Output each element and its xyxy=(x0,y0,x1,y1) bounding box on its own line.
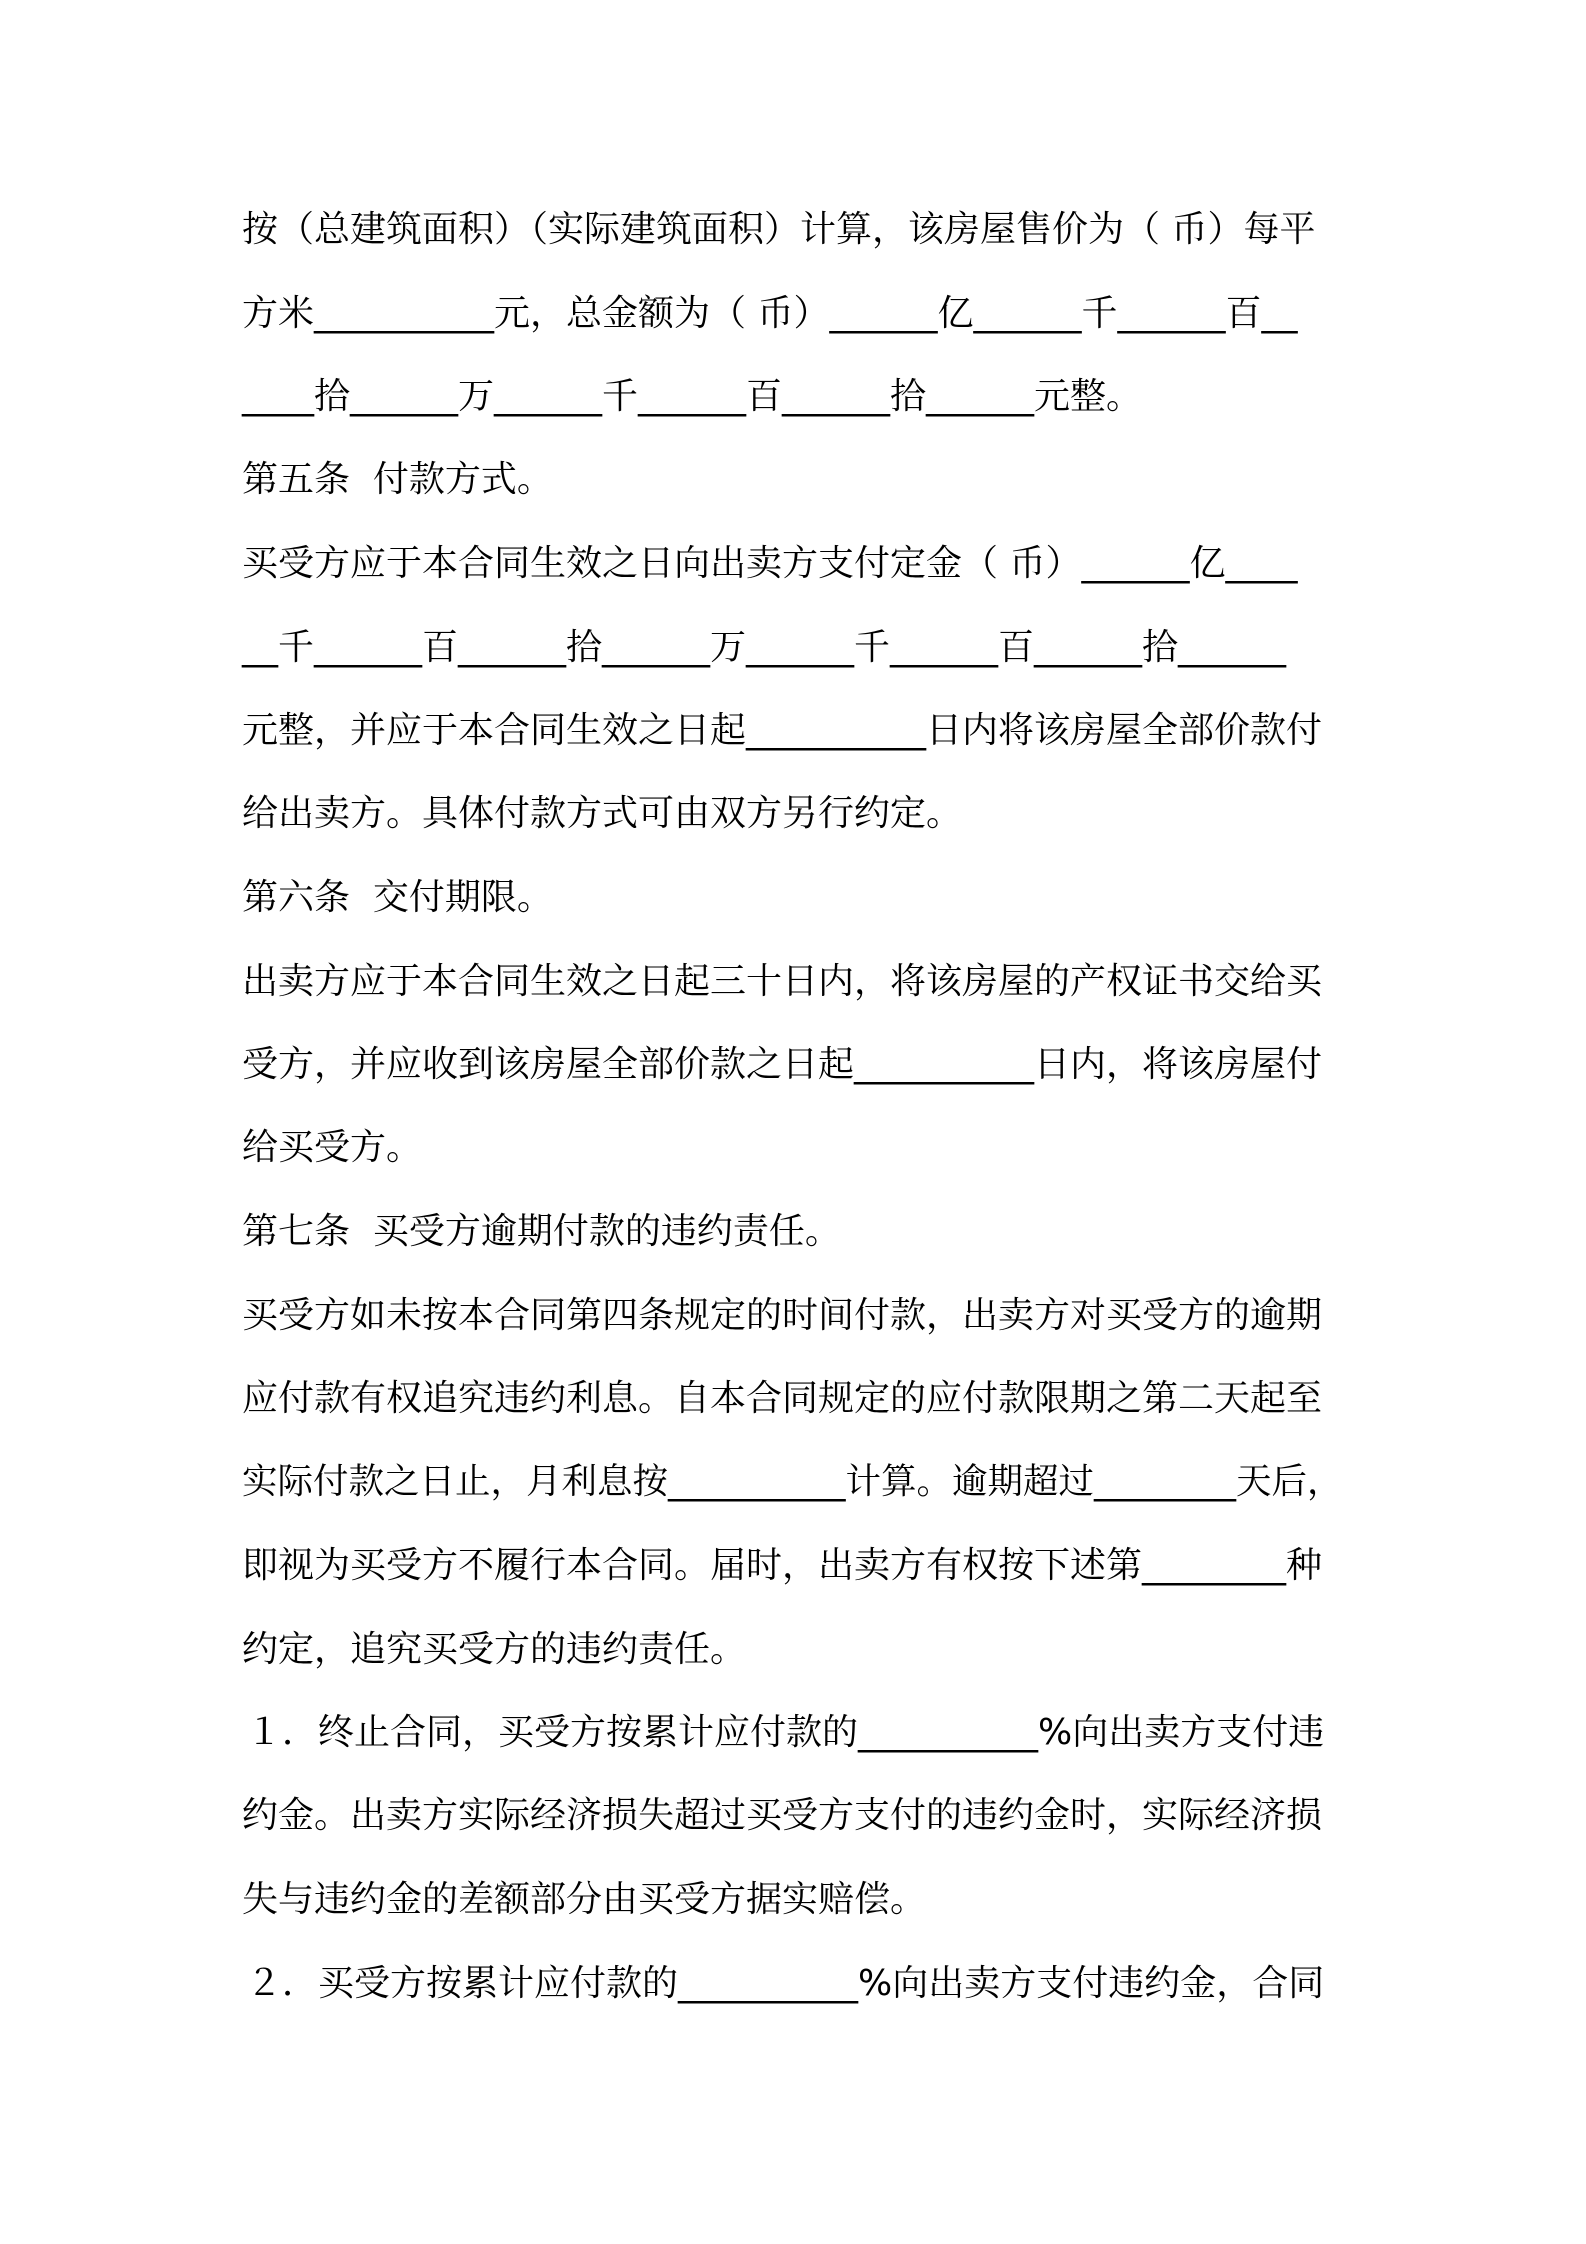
text-line: 出卖方应于本合同生效之日起三十日内，将该房屋的产权证书交给买 xyxy=(242,961,1323,1002)
section-heading-5: 第五条 付款方式。 xyxy=(242,459,553,500)
text-line: __千______百______拾______万______千______百______拾______ xyxy=(242,627,1286,668)
list-item-2: ２．买受方按累计应付款的__________%向出卖方支付违约金，合同 xyxy=(246,1963,1325,2004)
text-line: 按（总建筑面积）（实际建筑面积）计算，该房屋售价为（ 币）每平 xyxy=(242,209,1316,250)
section-heading-6: 第六条 交付期限。 xyxy=(242,877,553,918)
text-line: 给出卖方。具体付款方式可由双方另行约定。 xyxy=(242,793,963,834)
text-line: 买受方如未按本合同第四条规定的时间付款，出卖方对买受方的逾期 xyxy=(242,1295,1323,1336)
text-line: 元整，并应于本合同生效之日起__________日内将该房屋全部价款付 xyxy=(242,710,1323,751)
text-line: 买受方应于本合同生效之日向出卖方支付定金（ 币）______亿____ xyxy=(242,543,1298,584)
text-line: 受方，并应收到该房屋全部价款之日起__________日内，将该房屋付 xyxy=(242,1044,1323,1085)
section-heading-7: 第七条 买受方逾期付款的违约责任。 xyxy=(242,1211,841,1252)
text-line: 约金。出卖方实际经济损失超过买受方支付的违约金时，实际经济损 xyxy=(242,1795,1323,1836)
text-line: 约定，追究买受方的违约责任。 xyxy=(242,1629,747,1670)
text-line: ____拾______万______千______百______拾______元整。 xyxy=(242,376,1143,417)
text-line: 应付款有权追究违约利息。自本合同规定的应付款限期之第二天起至 xyxy=(242,1378,1323,1419)
text-line: 失与违约金的差额部分由买受方据实赔偿。 xyxy=(242,1879,927,1920)
text-line: 方米__________元，总金额为（ 币）______亿______千______百__ xyxy=(242,293,1298,334)
text-line: 给买受方。 xyxy=(242,1127,423,1168)
text-line: 即视为买受方不履行本合同。届时，出卖方有权按下述第________种 xyxy=(242,1545,1323,1586)
list-item-1: １．终止合同，买受方按累计应付款的__________%向出卖方支付违 xyxy=(246,1712,1325,1753)
text-line: 实际付款之日止，月利息按__________计算。逾期超过________天后， xyxy=(242,1461,1343,1502)
